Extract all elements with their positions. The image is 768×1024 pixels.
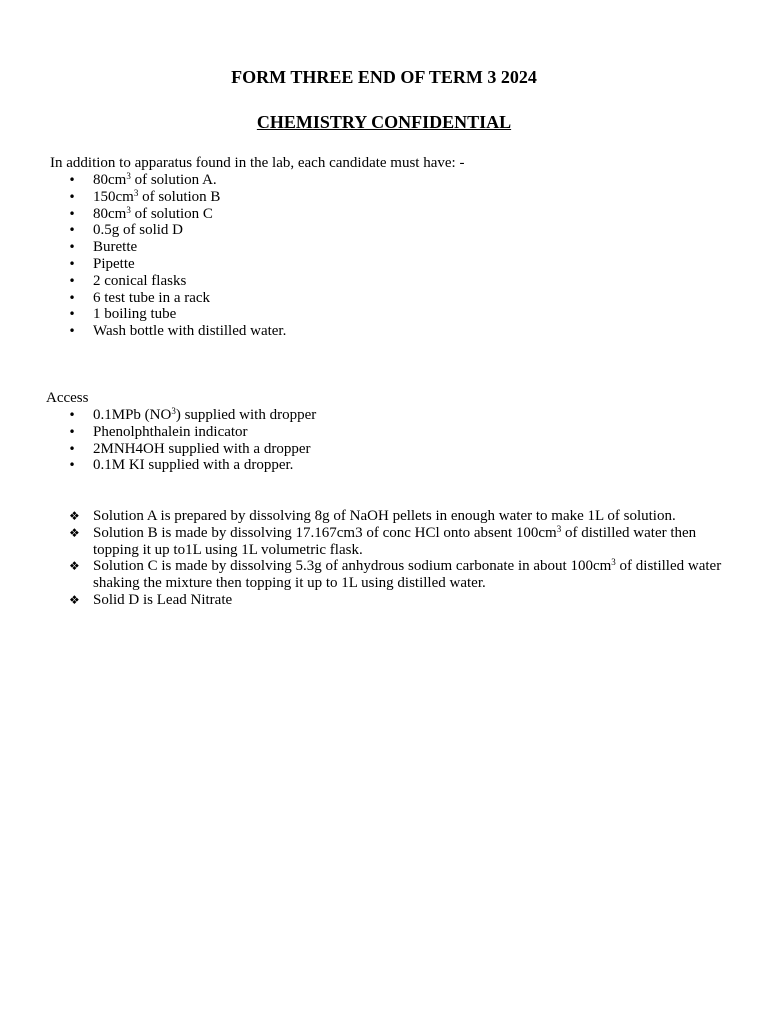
- bullet-icon: •: [68, 173, 76, 187]
- superscript: 3: [556, 523, 562, 534]
- preparation-note-text: Solution A is prepared by dissolving 8g of NaOH pellets in enough water to make 1L of solution.: [93, 508, 676, 524]
- apparatus-item-text-cont: of solution A.: [130, 172, 217, 188]
- apparatus-item-text: 0.5g of solid D: [93, 222, 183, 239]
- bullet-icon: •: [68, 206, 76, 221]
- apparatus-item-text: 6 test tube in a rack: [93, 289, 211, 306]
- preparation-note-text-cont: of distilled water then topping it up to1L using 1L volumetric flask.: [93, 524, 697, 558]
- bullet-icon: •: [68, 441, 76, 456]
- bullet-icon: •: [68, 307, 76, 322]
- access-item-text: Phenolphthalein indicator: [93, 423, 248, 440]
- apparatus-item-text: 150cm: [93, 188, 134, 205]
- access-item: [0, 441, 316, 458]
- bullet-icon: •: [68, 256, 76, 271]
- document-subtitle: CHEMISTRY CONFIDENTIAL: [256, 112, 512, 132]
- apparatus-item: [0, 323, 286, 340]
- preparation-note: [0, 558, 768, 592]
- apparatus-item-text: Wash bottle with distilled water.: [93, 323, 287, 340]
- apparatus-item-text: 80cm: [93, 172, 127, 188]
- access-item: [0, 457, 316, 474]
- apparatus-item-text: 1 boiling tube: [93, 306, 177, 323]
- intro-text: In addition to apparatus found in the lab, each candidate must have: -: [50, 155, 465, 171]
- apparatus-list: [0, 172, 286, 340]
- apparatus-item: [0, 290, 286, 307]
- preparation-note: [0, 508, 768, 525]
- bullet-icon: •: [68, 189, 76, 204]
- preparation-note-text: Solution B is made by dissolving 17.167cm3 of conc HCl onto absent 100cm: [93, 524, 557, 541]
- apparatus-item: [0, 306, 286, 323]
- access-item-text: 0.1M KI supplied with a dropper.: [93, 457, 294, 474]
- bullet-icon: •: [68, 223, 76, 238]
- apparatus-item-text-cont: of solution B: [138, 188, 221, 205]
- bullet-icon: •: [68, 458, 76, 473]
- superscript: 3: [611, 557, 616, 568]
- access-list: [0, 407, 316, 474]
- preparation-note-text-cont: of distilled water shaking the mixture then topping it up to 1L using distilled water.: [93, 558, 722, 592]
- preparation-note-text: Solid D is Lead Nitrate: [93, 591, 233, 608]
- apparatus-item-text: 2 conical flasks: [93, 272, 187, 289]
- bullet-icon: •: [68, 273, 76, 288]
- apparatus-item: [0, 256, 286, 273]
- preparation-note-text: Solution C is made by dissolving 5.3g of anhydrous sodium carbonate in about 100cm: [93, 558, 612, 575]
- bullet-icon: •: [68, 424, 76, 439]
- apparatus-item-text: Pipette: [93, 255, 135, 272]
- superscript: 3: [126, 204, 131, 215]
- document-title: FORM THREE END OF TERM 3 2024: [231, 67, 537, 87]
- bullet-icon: •: [68, 408, 76, 422]
- apparatus-item-text: 80cm: [93, 205, 127, 222]
- apparatus-item: [0, 239, 286, 256]
- preparation-notes-list: [0, 508, 768, 609]
- access-item: [0, 424, 316, 441]
- diamond-bullet-icon: ❖: [69, 525, 80, 540]
- access-item-text: 0.1MPb (NO: [93, 407, 172, 423]
- apparatus-item: [0, 273, 286, 290]
- access-item-text: 2MNH4OH supplied with a dropper: [93, 440, 311, 457]
- apparatus-item: [0, 206, 286, 223]
- access-item: [0, 407, 316, 424]
- access-item-text-cont: ) supplied with dropper: [175, 407, 317, 423]
- access-heading: Access: [46, 390, 89, 406]
- bullet-icon: •: [68, 240, 76, 255]
- apparatus-item: [0, 189, 286, 206]
- bullet-icon: •: [68, 290, 76, 305]
- preparation-note: [0, 592, 768, 609]
- superscript: 3: [133, 187, 139, 198]
- apparatus-item-text-cont: of solution C: [130, 205, 213, 222]
- diamond-bullet-icon: ❖: [69, 559, 80, 574]
- diamond-bullet-icon: ❖: [69, 509, 80, 523]
- preparation-note: [0, 525, 768, 559]
- apparatus-item: [0, 172, 286, 189]
- apparatus-item-text: Burette: [93, 239, 138, 256]
- bullet-icon: •: [68, 324, 76, 339]
- apparatus-item: [0, 222, 286, 239]
- superscript: 3: [171, 406, 176, 416]
- superscript: 3: [126, 171, 131, 181]
- diamond-bullet-icon: ❖: [69, 592, 80, 607]
